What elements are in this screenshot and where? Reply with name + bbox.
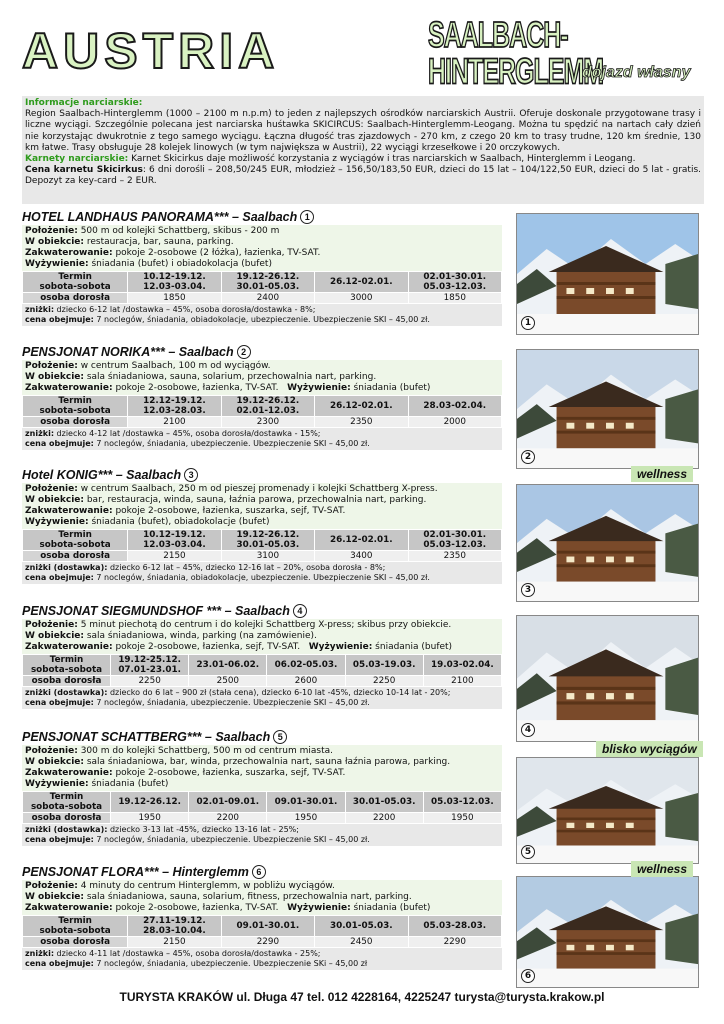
- termin-label: Termin: [58, 272, 92, 282]
- hotel-offer: [22, 864, 502, 970]
- price-cell: 3400: [315, 551, 407, 561]
- info-title: Informacje narciarskie:: [25, 98, 143, 108]
- term-cell: [222, 396, 314, 416]
- termin-label: Termin: [58, 396, 92, 406]
- term-line-2: 09.01-30.01.: [274, 797, 338, 807]
- term-cell: [111, 655, 188, 675]
- sobota-label: sobota-sobota: [39, 926, 111, 936]
- term-line-2: 02.01-12.03.: [236, 406, 300, 416]
- polozenie-label: Położenie:: [25, 746, 78, 756]
- price-cell: 2600: [267, 676, 344, 686]
- term-line-2: 28.03-10.04.: [143, 926, 206, 936]
- term-cell: [346, 655, 423, 675]
- karnety-label: Karnety narciarskie:: [25, 154, 129, 165]
- hotel-description: [22, 619, 502, 654]
- term-cell: [267, 655, 344, 675]
- sobota-label: sobota-sobota: [30, 802, 103, 812]
- term-line-2: 23.01-06.02.: [196, 660, 260, 670]
- term-cell: [315, 916, 407, 936]
- zakwaterowanie-text: pokoje 2-osobowe (2 łóżka), łazienka, TV-SAT.: [112, 248, 321, 258]
- cena-karnetu-text: : 6 dni dorośli – 208,50/245 EUR, młodzież – 156,50/183,50 EUR, dzieci do 15 lat – 104/122,50 EUR, dzieci do 5 lat - gratis. Depozyt za key-card – 2 EUR.: [25, 165, 701, 187]
- polozenie-label: Położenie:: [25, 620, 78, 630]
- price-cell: 3000: [315, 293, 407, 303]
- term-cell: [424, 792, 501, 812]
- term-cell: [409, 916, 501, 936]
- obiekcie-label: W obiekcie:: [25, 757, 84, 767]
- polozenie-text: 500 m od kolejki Schattberg, skibus - 200 m: [77, 226, 280, 236]
- hotel-number: 5: [273, 730, 287, 744]
- osoba-label: osoba dorosła: [23, 937, 127, 947]
- hotel-name: HOTEL LANDHAUS PANORAMA*** – Saalbach: [22, 210, 298, 224]
- term-cell: [189, 792, 266, 812]
- term-cell: [315, 530, 407, 550]
- term-line-2: 30.01-05.03.: [236, 540, 300, 550]
- discount-box: [22, 304, 502, 326]
- znizki-text: dziecko 6-12 lat – 45%, dziecko 12-16 lat – 20%, osoba dorosła - 8%;: [107, 563, 386, 572]
- price-cell: 1950: [424, 813, 501, 823]
- price-table: [22, 271, 502, 304]
- term-cell: [111, 792, 188, 812]
- termin-header: [23, 396, 127, 416]
- cena-label: cena obejmuje:: [25, 315, 94, 324]
- price-cell: 2250: [346, 676, 423, 686]
- blisko-wyciagow-tag: blisko wyciągów: [596, 741, 703, 757]
- hotel-photo: [516, 615, 699, 742]
- hotel-offer: [22, 603, 502, 709]
- price-table: [22, 915, 502, 948]
- sobota-label: sobota-sobota: [39, 282, 111, 292]
- discount-box: [22, 687, 502, 709]
- zakwaterowanie-text: pokoje 2-osobowe, łazienka, suszarka, sejf, TV-SAT.: [112, 768, 346, 778]
- term-line-2: 30.01-05.03.: [236, 282, 300, 292]
- price-cell: 2290: [222, 937, 314, 947]
- polozenie-text: 4 minuty do centrum Hinterglemm, w pobliżu wyciągów.: [77, 881, 335, 891]
- price-cell: 2500: [189, 676, 266, 686]
- photo-number: 2: [521, 450, 535, 464]
- zakwaterowanie-text: pokoje 2-osobowe, łazienka, suszarka, sejf, TV-SAT.: [112, 506, 346, 516]
- zakwaterowanie-label: Zakwaterowanie:: [25, 383, 113, 393]
- hotel-offer: [22, 344, 502, 450]
- wyzywienie-text: śniadania (bufet): [350, 903, 431, 913]
- ski-info-box: [22, 96, 704, 204]
- znizki-label: zniżki (dostawka):: [25, 563, 108, 572]
- photo-number: 4: [521, 723, 535, 737]
- term-cell: [315, 396, 407, 416]
- discount-box: [22, 562, 502, 584]
- obiekcie-label: W obiekcie:: [25, 237, 84, 247]
- term-line-2: 12.03-03.04.: [143, 282, 206, 292]
- polozenie-text: w centrum Saalbach, 100 m od wyciągów.: [77, 361, 271, 371]
- price-cell: 2450: [315, 937, 407, 947]
- hotel-offer: [22, 209, 502, 326]
- cena-text: 7 noclegów, śniadania, ubezpieczenie. Ubezpieczenie SKI – 45,00 zł.: [93, 439, 370, 448]
- price-cell: 2350: [315, 417, 407, 427]
- price-cell: 1850: [128, 293, 220, 303]
- hotel-offer: [22, 467, 502, 584]
- hotel-number: 4: [293, 604, 307, 618]
- discount-box: [22, 948, 502, 970]
- term-cell: [424, 655, 501, 675]
- termin-header: [23, 916, 127, 936]
- zakwaterowanie-label: Zakwaterowanie:: [25, 642, 113, 652]
- wyzywienie-label: Wyżywienie:: [25, 779, 89, 789]
- cena-karnetu-label: Cena karnetu Skicirkus: [25, 165, 143, 176]
- price-cell: 2250: [111, 676, 188, 686]
- price-cell: 2300: [222, 417, 314, 427]
- polozenie-label: Położenie:: [25, 361, 78, 371]
- price-cell: 1950: [111, 813, 188, 823]
- wyzywienie-label: Wyżywienie:: [287, 903, 351, 913]
- hotel-title: [22, 467, 502, 483]
- price-cell: 2200: [189, 813, 266, 823]
- cena-label: cena obejmuje:: [25, 573, 94, 582]
- cena-label: cena obejmuje:: [25, 835, 94, 844]
- hotel-description: [22, 745, 502, 791]
- zakwaterowanie-label: Zakwaterowanie:: [25, 506, 113, 516]
- sobota-label: sobota-sobota: [30, 665, 103, 675]
- hotel-number: 3: [184, 468, 198, 482]
- term-line-1: 19.12-26.12.: [236, 396, 300, 406]
- obiekcie-text: sala śniadaniowa, sauna, solarium, przechowalnia nart, parking.: [83, 372, 377, 382]
- polozenie-label: Położenie:: [25, 881, 78, 891]
- hotel-photo: [516, 213, 699, 335]
- term-cell: [128, 272, 220, 292]
- osoba-label: osoba dorosła: [23, 417, 127, 427]
- price-table: [22, 395, 502, 428]
- cena-label: cena obejmuje:: [25, 698, 94, 707]
- term-line-1: 19.12-26.12.: [236, 272, 300, 282]
- hotel-photo: [516, 349, 699, 469]
- price-cell: 2150: [128, 551, 220, 561]
- price-cell: 2100: [424, 676, 501, 686]
- hotel-title: [22, 864, 502, 880]
- term-cell: [222, 272, 314, 292]
- sobota-label: sobota-sobota: [39, 540, 111, 550]
- sobota-label: sobota-sobota: [39, 406, 111, 416]
- term-cell: [128, 396, 220, 416]
- zakwaterowanie-text: pokoje 2-osobowe, łazienka, sejf, TV-SAT.: [112, 642, 301, 652]
- term-line-2: 05.03-12.03.: [423, 540, 487, 550]
- term-line-2: 19.12-26.12.: [118, 797, 181, 807]
- term-cell: [128, 916, 220, 936]
- price-cell: 2150: [128, 937, 220, 947]
- termin-label: Termin: [49, 655, 84, 665]
- term-cell: [315, 272, 407, 292]
- term-cell: [222, 530, 314, 550]
- obiekcie-text: restauracja, bar, sauna, parking.: [83, 237, 234, 247]
- polozenie-text: 300 m do kolejki Schattberg, 500 m od centrum miasta.: [77, 746, 333, 756]
- price-cell: 2100: [128, 417, 220, 427]
- cena-text: 7 noclegów, śniadania, obiadokolacje, ubezpieczenie. Ubezpieczenie SKI – 45,00 zł.: [93, 315, 430, 324]
- obiekcie-text: sala śniadaniowa, winda, parking (na zamówienie).: [83, 631, 317, 641]
- znizki-text: dziecko 4-12 lat /dostawka – 45%, osoba dorosła/dostawka - 15%;: [54, 429, 321, 438]
- price-cell: 3100: [222, 551, 314, 561]
- term-line-1: 27.11-19.12.: [143, 916, 206, 926]
- cena-text: 7 noclegów, śniadania, obiadokolacje, ubezpieczenie. Ubezpieczenie SKI – 45,00 zł.: [93, 573, 430, 582]
- zakwaterowanie-text: pokoje 2-osobowe, łazienka, TV-SAT.: [112, 903, 279, 913]
- term-cell: [189, 655, 266, 675]
- term-cell: [128, 530, 220, 550]
- cena-label: cena obejmuje:: [25, 439, 94, 448]
- obiekcie-label: W obiekcie:: [25, 495, 84, 505]
- photo-number: 5: [521, 845, 535, 859]
- wyzywienie-label: Wyżywienie:: [25, 259, 89, 269]
- term-line-1: 02.01-30.01.: [423, 272, 487, 282]
- wyzywienie-label: Wyżywienie:: [287, 383, 351, 393]
- znizki-text: dziecko 6-12 lat /dostawka – 45%, osoba dorosła/dostawka - 8%;: [54, 305, 316, 314]
- wyzywienie-label: Wyżywienie:: [308, 642, 373, 652]
- term-line-2: 05.03-12.03.: [423, 282, 487, 292]
- transport-label: dojazd własny: [582, 64, 691, 81]
- znizki-label: zniżki:: [25, 429, 55, 438]
- price-cell: 2200: [346, 813, 423, 823]
- hotel-title: [22, 209, 502, 225]
- term-line-1: 10.12-19.12.: [143, 272, 206, 282]
- term-line-2: 12.03-28.03.: [143, 406, 206, 416]
- photo-number: 1: [521, 316, 535, 330]
- page-header: [0, 0, 724, 95]
- zakwaterowanie-text: pokoje 2-osobowe, łazienka, TV-SAT.: [112, 383, 279, 393]
- osoba-label: osoba dorosła: [23, 676, 110, 686]
- polozenie-label: Położenie:: [25, 226, 78, 236]
- hotel-description: [22, 225, 502, 271]
- znizki-text: dziecko 4-11 lat /dostawka – 45%, osoba dorosła/dostawka - 25%;: [54, 949, 321, 958]
- price-cell: 2350: [409, 551, 501, 561]
- photo-number: 6: [521, 969, 535, 983]
- wyzywienie-label: Wyżywienie:: [25, 517, 89, 527]
- hotel-name: PENSJONAT NORIKA*** – Saalbach: [22, 345, 234, 359]
- znizki-label: zniżki (dostawka):: [25, 825, 108, 834]
- price-table: [22, 529, 502, 562]
- zakwaterowanie-label: Zakwaterowanie:: [25, 248, 113, 258]
- price-cell: 2400: [222, 293, 314, 303]
- term-cell: [222, 916, 314, 936]
- resort-title: SAALBACH-HINTERGLEMM: [428, 15, 604, 92]
- termin-label: Termin: [58, 530, 92, 540]
- polozenie-label: Położenie:: [25, 484, 78, 494]
- term-cell: [409, 530, 501, 550]
- znizki-text: dziecko do 6 lat – 900 zł (stała cena), dziecko 6-10 lat -45%, dziecko 10-14 lat - 20%;: [107, 688, 451, 697]
- term-line-2: 12.03-03.04.: [143, 540, 206, 550]
- obiekcie-text: sala śniadaniowa, sauna, solarium, fitness, przechowalnia nart, parking.: [83, 892, 412, 902]
- hotel-photo: [516, 876, 699, 988]
- hotel-number: 1: [300, 210, 314, 224]
- obiekcie-label: W obiekcie:: [25, 892, 84, 902]
- wellness-tag: wellness: [631, 466, 693, 482]
- price-table: [22, 791, 502, 824]
- term-line-1: 19.12-25.12.: [118, 655, 181, 665]
- hotel-name: PENSJONAT FLORA*** – Hinterglemm: [22, 865, 249, 879]
- term-line-2: 30.01-05.03.: [329, 921, 393, 931]
- term-cell: [409, 396, 501, 416]
- term-line-1: 19.12-26.12.: [236, 530, 300, 540]
- hotel-title: [22, 344, 502, 360]
- price-cell: 1950: [267, 813, 344, 823]
- wyzywienie-text: śniadania (bufet): [88, 779, 169, 789]
- term-cell: [409, 272, 501, 292]
- term-line-2: 05.03-19.03.: [352, 660, 416, 670]
- term-line-2: 26.12-02.01.: [329, 535, 393, 545]
- znizki-label: zniżki:: [25, 305, 55, 314]
- znizki-label: zniżki:: [25, 949, 55, 958]
- osoba-label: osoba dorosła: [23, 813, 110, 823]
- term-cell: [267, 792, 344, 812]
- discount-box: [22, 824, 502, 846]
- wyzywienie-text: śniadania (bufet), obiadokolacje (bufet): [88, 517, 270, 527]
- znizki-label: zniżki (dostawka):: [25, 688, 108, 697]
- termin-header: [23, 272, 127, 292]
- termin-header: [23, 792, 110, 812]
- termin-label: Termin: [49, 792, 84, 802]
- osoba-label: osoba dorosła: [23, 293, 127, 303]
- hotel-name: PENSJONAT SIEGMUNDSHOF *** – Saalbach: [22, 604, 290, 618]
- term-line-1: 02.01-30.01.: [423, 530, 487, 540]
- hotel-title: [22, 729, 502, 745]
- term-line-2: 02.01-09.01.: [196, 797, 260, 807]
- wyzywienie-text: śniadania (bufet) i obiadokolacja (bufet): [88, 259, 272, 269]
- hotel-description: [22, 880, 502, 915]
- wyzywienie-text: śniadania (bufet): [350, 383, 431, 393]
- term-line-2: 26.12-02.01.: [329, 277, 393, 287]
- hotel-description: [22, 483, 502, 529]
- term-line-1: 10.12-19.12.: [143, 530, 206, 540]
- osoba-label: osoba dorosła: [23, 551, 127, 561]
- karnety-text: Karnet Skicirkus daje możliwość korzystania z wyciągów i tras narciarskich w Saalbach, Hinterglemm i Leogang.: [131, 154, 636, 165]
- term-line-2: 09.01-30.01.: [236, 921, 300, 931]
- cena-text: 7 noclegów, śniadania, ubezpieczenie. Ubezpieczenie SKI – 45,00 zł.: [93, 835, 370, 844]
- country-title: AUSTRIA: [22, 23, 280, 79]
- term-line-2: 28.03-02.04.: [423, 401, 487, 411]
- hotel-title: [22, 603, 502, 619]
- price-cell: 2000: [409, 417, 501, 427]
- discount-box: [22, 428, 502, 450]
- hotel-name: Hotel KONIG*** – Saalbach: [22, 468, 182, 482]
- termin-header: [23, 530, 127, 550]
- term-line-2: 06.02-05.03.: [274, 660, 338, 670]
- hotel-description: [22, 360, 502, 395]
- term-line-2: 19.03-02.04.: [431, 660, 494, 670]
- obiekcie-text: sala śniadaniowa, bar, winda, przechowalnia nart, sauna łaźnia parowa, parking.: [83, 757, 451, 767]
- hotel-photo: [516, 484, 699, 602]
- hotel-offer: [22, 729, 502, 846]
- price-cell: 2290: [409, 937, 501, 947]
- hotel-photo: [516, 757, 699, 864]
- price-table: [22, 654, 502, 687]
- wellness-tag-2: wellness: [631, 861, 693, 877]
- term-line-2: 30.01-05.03.: [352, 797, 416, 807]
- wyzywienie-text: śniadania (bufet): [372, 642, 453, 652]
- cena-label: cena obejmuje:: [25, 959, 94, 968]
- term-line-2: 05.03-12.03.: [431, 797, 494, 807]
- term-line-2: 07.01-23.01.: [118, 665, 181, 675]
- photo-number: 3: [521, 583, 535, 597]
- term-cell: [346, 792, 423, 812]
- obiekcie-label: W obiekcie:: [25, 631, 84, 641]
- hotel-name: PENSJONAT SCHATTBERG*** – Saalbach: [22, 730, 271, 744]
- footer-contact: TURYSTA KRAKÓW ul. Długa 47 tel. 012 4228164, 4225247 turysta@turysta.krakow.pl: [119, 990, 605, 1004]
- info-text: Region Saalbach-Hinterglemm (1000 – 2100 m n.p.m) to jeden z najlepszych ośrodków narciarskich Austrii. Oferuje doskonale przygotowane trasy i liczne wyciągi. Szczególnie polecana jest narciarska huśtawka SKICIRCUS: Saalbach-Hinterglemm-Leogang. Można tu spędzić na nartach cały dzień nie korzystając dwukrotnie z tego samego wyciągu. Łączna długość tras zjazdowych - 270 km, z czego 20 km to trasy trudne, 120 km średnie, 130 km łatwe. Trasy obsługuje 28 kolejek linowych (w tym największa w Austrii), 22 wyciągi krzesełkowe i 20 orczykowych.: [25, 109, 701, 153]
- hotel-number: 2: [237, 345, 251, 359]
- polozenie-text: w centrum Saalbach, 250 m od pieszej promenady i kolejki Schattberg X-press.: [77, 484, 438, 494]
- hotel-number: 6: [252, 865, 266, 879]
- termin-header: [23, 655, 110, 675]
- polozenie-text: 5 minut piechotą do centrum i do kolejki Schattberg X-press; skibus przy obiekcie.: [77, 620, 452, 630]
- term-line-2: 05.03-28.03.: [423, 921, 487, 931]
- obiekcie-label: W obiekcie:: [25, 372, 84, 382]
- zakwaterowanie-label: Zakwaterowanie:: [25, 903, 113, 913]
- zakwaterowanie-label: Zakwaterowanie:: [25, 768, 113, 778]
- term-line-1: 12.12-19.12.: [143, 396, 206, 406]
- term-line-2: 26.12-02.01.: [329, 401, 393, 411]
- cena-text: 7 noclegów, śniadania, ubezpieczenie. Ubezpieczenie SKi – 45,00 zł: [93, 959, 368, 968]
- obiekcie-text: bar, restauracja, winda, sauna, łaźnia parowa, przechowalnia nart, parking.: [83, 495, 427, 505]
- price-cell: 1850: [409, 293, 501, 303]
- cena-text: 7 noclegów, śniadania, ubezpieczenie. Ubezpieczenie SKI – 45,00 zł.: [93, 698, 370, 707]
- znizki-text: dziecko 3-13 lat -45%, dziecko 13-16 lat - 25%;: [107, 825, 299, 834]
- termin-label: Termin: [58, 916, 92, 926]
